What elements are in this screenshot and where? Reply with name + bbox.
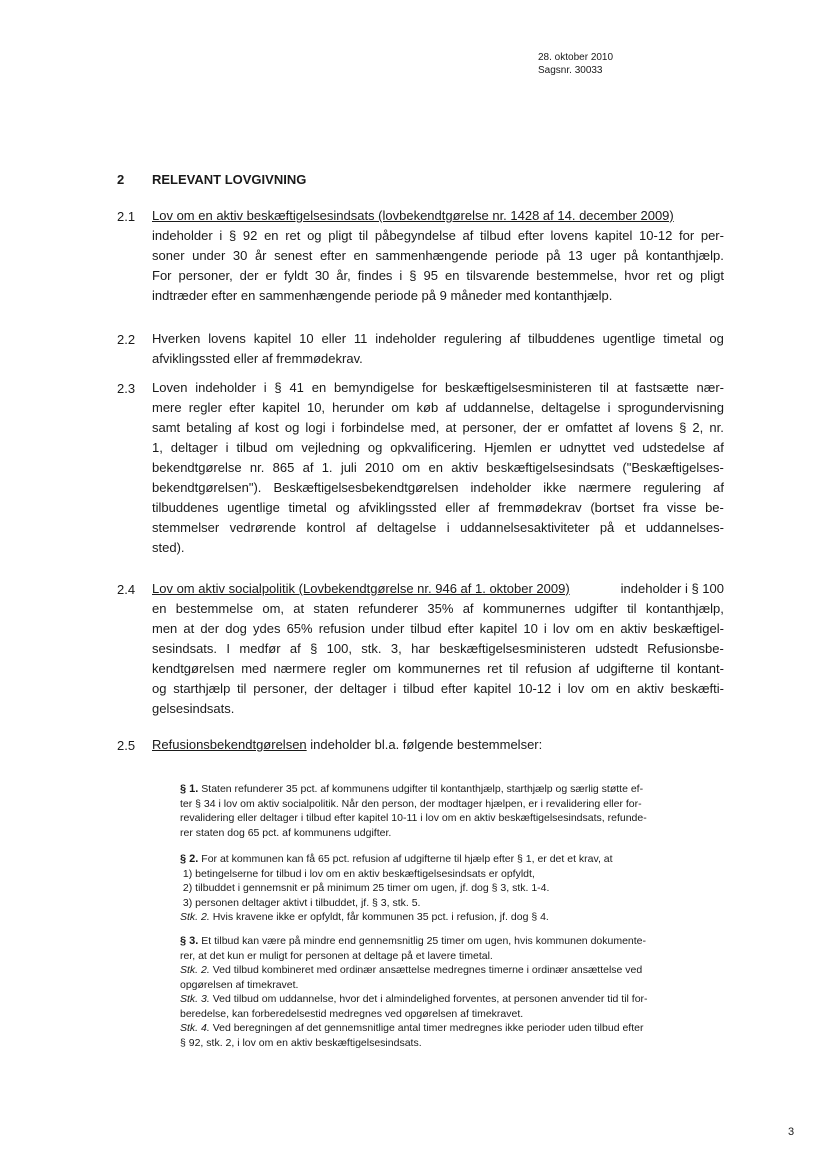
text-line: rer staten dog 65 pct. af kommunens udgifter. (180, 826, 392, 839)
text-line: men at der dog ydes 65% refusion under tilbud efter kapitel 10 i lov om en aktiv beskæftigel- (152, 621, 724, 636)
section-title: RELEVANT LOVGIVNING (152, 172, 307, 187)
text-line: afviklingssted eller af fremmødekrav. (152, 351, 363, 366)
text-line: Staten refunderer 35 pct. af kommunens udgifter til kontanthjælp, starthjælp og særlig støtte ef- (201, 783, 644, 795)
text-line: Hverken lovens kapitel 10 eller 11 indeholder regulering af tilbuddenes ugentlige timetal og (152, 331, 724, 346)
quote-section-3 (180, 934, 720, 1050)
text-line: opgørelsen af timekravet. (180, 978, 299, 991)
text-line: § 92, stk. 2, i lov om en aktiv beskæftigelsesindsats. (180, 1036, 422, 1049)
paragraph-number: 2.5 (117, 738, 136, 753)
law-link[interactable]: Lov om aktiv socialpolitik (Lovbekendtgørelse nr. 946 af 1. oktober 2009) (152, 581, 570, 596)
text-line: gelsesindsats. (152, 701, 235, 716)
text-line: Loven indeholder i § 41 en bemyndigelse for beskæftigelsesministeren til at fastsætte nær- (152, 380, 724, 395)
text-line: Ved beregningen af det gennemsnitlige antal timer medregnes ikke perioder uden tilbud efter (212, 1022, 644, 1034)
text-line: Hvis kravene ikke er opfyldt, får kommunen 35 pct. i refusion, jf. dog § 4. (212, 911, 549, 923)
text-line: sesindsats. I medfør af § 100, stk. 3, har beskæftigelsesministeren udstedt Refusionsbe- (152, 641, 724, 656)
date: 28. oktober 2010 (538, 52, 614, 63)
section-label: § 3. (180, 935, 199, 947)
text-line: 1) betingelserne for tilbud i lov om en aktiv beskæftigelsesindsats er opfyldt, (180, 867, 535, 880)
text-line: sted). (152, 540, 185, 555)
text-line: indtræder efter en sammenhængende periode på 9 måneder med kontanthjælp. (152, 288, 613, 303)
section-number: 2 (117, 172, 125, 187)
document-header (538, 51, 613, 77)
text-line: indeholder i § 92 en ret og pligt til påbegyndelse af tilbud efter lovens kapitel 10-12 for per- (152, 228, 724, 243)
text-line: beredelse, kan forberedelsestid medregnes ved opgørelsen af timekravet. (180, 1007, 524, 1020)
section-label: § 1. (180, 783, 199, 795)
text-line: 1, deltager i tilbud om vejledning og opkvalificering. Hjemlen er udnyttet ved udstedelse af (152, 440, 724, 455)
text-line: bekendtgørelsen"). Beskæftigelsesbekendtgørelsen indeholder ikke nærmere regulering af (152, 480, 724, 495)
case-number: Sagsnr. 30033 (538, 65, 603, 76)
text: indeholder bl.a. følgende bestemmelser: (310, 737, 543, 752)
paragraph-2-2 (152, 329, 724, 369)
paragraph-number: 2.1 (117, 209, 136, 224)
text-line: revalidering eller deltager i tilbud efter kapitel 10-11 i lov om en aktiv beskæftigelsesindsats, refunde- (180, 812, 647, 824)
text-line: og starthjælp til personer, der deltager i tilbud efter kapitel 10-12 i lov om en aktiv beskæfti- (152, 681, 724, 696)
quote-section-1 (180, 782, 720, 840)
text-line: ter § 34 i lov om aktiv socialpolitik. Når den person, der modtager hjælpen, er i revalidering eller for- (180, 797, 642, 810)
paragraph-2-4 (152, 579, 724, 719)
text-line: kendtgørelsen med nærmere regler om kommunernes ret til refusion af udgifterne til kontant- (152, 661, 724, 676)
text-line: samt betaling af kost og logi i forbindelse med, at personer, der er omfattet af lovens § 2, nr. (152, 420, 724, 435)
stk-label: Stk. 2. (180, 911, 210, 923)
stk-label: Stk. 3. (180, 993, 210, 1005)
section-label: § 2. (180, 853, 199, 865)
text: indeholder i § 100 (620, 581, 724, 596)
text-line: stemmelser vedrørende kontrol af deltagelse i uddannelsesaktiviteter på et uddannelses- (152, 520, 724, 535)
text-line: mere regler efter kapitel 10, herunder om køb af uddannelse, deltagelse i sprogundervisning (152, 400, 724, 415)
law-link[interactable]: Lov om en aktiv beskæftigelsesindsats (lovbekendtgørelse nr. 1428 af 14. december 2009) (152, 208, 674, 223)
law-link[interactable]: Refusionsbekendtgørelsen (152, 737, 307, 752)
text-line: Ved tilbud om uddannelse, hvor det i almindelighed forventes, at personen anvender tid til for- (212, 993, 648, 1005)
text-line: bekendtgørelse nr. 865 af 1. juli 2010 om en aktiv beskæftigelsesindsats ("Beskæftigelses- (152, 460, 724, 475)
text-line: rer, at det kun er muligt for personen at deltage på et lavere timetal. (180, 949, 493, 962)
paragraph-number: 2.3 (117, 381, 136, 396)
text-line: en bestemmelse om, at staten refunderer 35% af kommunernes udgifter til kontanthjælp, (152, 601, 724, 616)
text-line: For at kommunen kan få 65 pct. refusion af udgifterne til hjælp efter § 1, er det et krav, at (201, 853, 613, 865)
text-line: Ved tilbud kombineret med ordinær ansættelse medregnes timerne i ordinær ansættelse ved (212, 964, 643, 976)
paragraph-2-3 (152, 378, 724, 558)
stk-label: Stk. 2. (180, 964, 210, 976)
text-line: tilbuddenes ugentlige timetal og afviklingssted eller af fremmødekrav (bortset fra visse be- (152, 500, 724, 515)
page-number: 3 (788, 1126, 795, 1138)
paragraph-number: 2.4 (117, 582, 136, 597)
text-line: For personer, der er fyldt 30 år, findes i § 95 en tilsvarende bestemmelse, hvor ret og pligt (152, 268, 724, 283)
text-line: 2) tilbuddet i gennemsnit er på minimum 25 timer om ugen, jf. dog § 3, stk. 1-4. (180, 882, 550, 894)
paragraph-2-5 (152, 735, 724, 755)
paragraph-2-1 (152, 206, 724, 306)
text-line: soner under 30 år senest efter en sammenhængende periode på 13 uger på kontanthjælp. (152, 248, 724, 263)
paragraph-number: 2.2 (117, 332, 136, 347)
stk-label: Stk. 4. (180, 1022, 210, 1034)
text-line: Et tilbud kan være på mindre end gennemsnitlig 25 timer om ugen, hvis kommunen dokumente- (201, 935, 647, 947)
text-line: 3) personen deltager aktivt i tilbuddet, jf. § 3, stk. 5. (180, 896, 421, 909)
quote-section-2 (180, 852, 720, 925)
